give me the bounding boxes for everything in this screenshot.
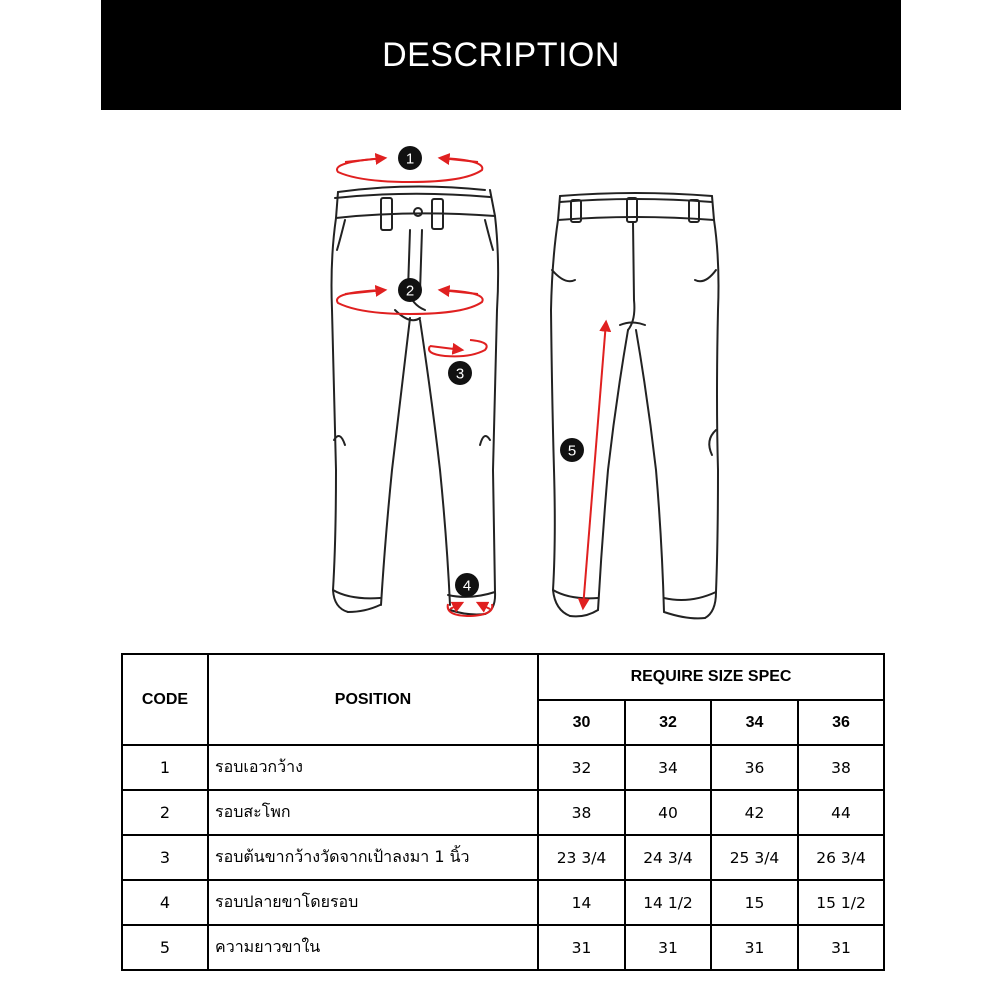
row-value: 15 [711, 880, 798, 925]
table-row [122, 745, 884, 790]
header-size-36: 36 [798, 700, 884, 745]
page-title: DESCRIPTION [382, 35, 620, 74]
row-code: 2 [122, 790, 208, 835]
header-size-32: 32 [625, 700, 711, 745]
row-value: 15 1/2 [798, 880, 884, 925]
marker-1-waist-arrows [337, 146, 482, 182]
row-value: 25 3/4 [711, 835, 798, 880]
pants-measurement-diagram [0, 110, 1003, 650]
row-value: 31 [538, 925, 625, 970]
row-value: 42 [711, 790, 798, 835]
table-row [122, 880, 884, 925]
row-value: 40 [625, 790, 711, 835]
row-value: 26 3/4 [798, 835, 884, 880]
marker-1-label: 1 [405, 150, 415, 168]
row-value: 24 3/4 [625, 835, 711, 880]
header-code: CODE [122, 654, 208, 745]
row-position: รอบปลายขาโดยรอบ [208, 880, 538, 925]
marker-2-label: 2 [405, 282, 415, 300]
marker-5-label: 5 [567, 442, 577, 460]
header-position: POSITION [208, 654, 538, 745]
row-value: 38 [538, 790, 625, 835]
header-require-size-spec: REQUIRE SIZE SPEC [538, 654, 884, 700]
row-position: รอบสะโพก [208, 790, 538, 835]
table-row [122, 925, 884, 970]
row-value: 34 [625, 745, 711, 790]
header-banner [101, 0, 901, 110]
header-size-34: 34 [711, 700, 798, 745]
row-value: 32 [538, 745, 625, 790]
row-value: 31 [625, 925, 711, 970]
row-value: 31 [798, 925, 884, 970]
row-position: ความยาวขาใน [208, 925, 538, 970]
row-code: 5 [122, 925, 208, 970]
size-spec-table [121, 653, 885, 971]
marker-5-inseam-arrow [560, 322, 606, 608]
row-code: 3 [122, 835, 208, 880]
row-value: 36 [711, 745, 798, 790]
row-position: รอบเอวกว้าง [208, 745, 538, 790]
back-pants-illustration [551, 193, 719, 618]
row-value: 38 [798, 745, 884, 790]
header-size-30: 30 [538, 700, 625, 745]
marker-3-thigh-arrows [429, 340, 487, 385]
row-value: 23 3/4 [538, 835, 625, 880]
row-code: 1 [122, 745, 208, 790]
row-value: 31 [711, 925, 798, 970]
table-row [122, 835, 884, 880]
front-pants-illustration [332, 186, 499, 614]
marker-3-label: 3 [455, 365, 465, 383]
table-row [122, 790, 884, 835]
row-position: รอบต้นขากว้างวัดจากเป้าลงมา 1 นิ้ว [208, 835, 538, 880]
row-value: 14 1/2 [625, 880, 711, 925]
row-value: 14 [538, 880, 625, 925]
marker-4-label: 4 [462, 577, 472, 595]
marker-2-hip-arrows [337, 278, 483, 314]
row-value: 44 [798, 790, 884, 835]
row-code: 4 [122, 880, 208, 925]
